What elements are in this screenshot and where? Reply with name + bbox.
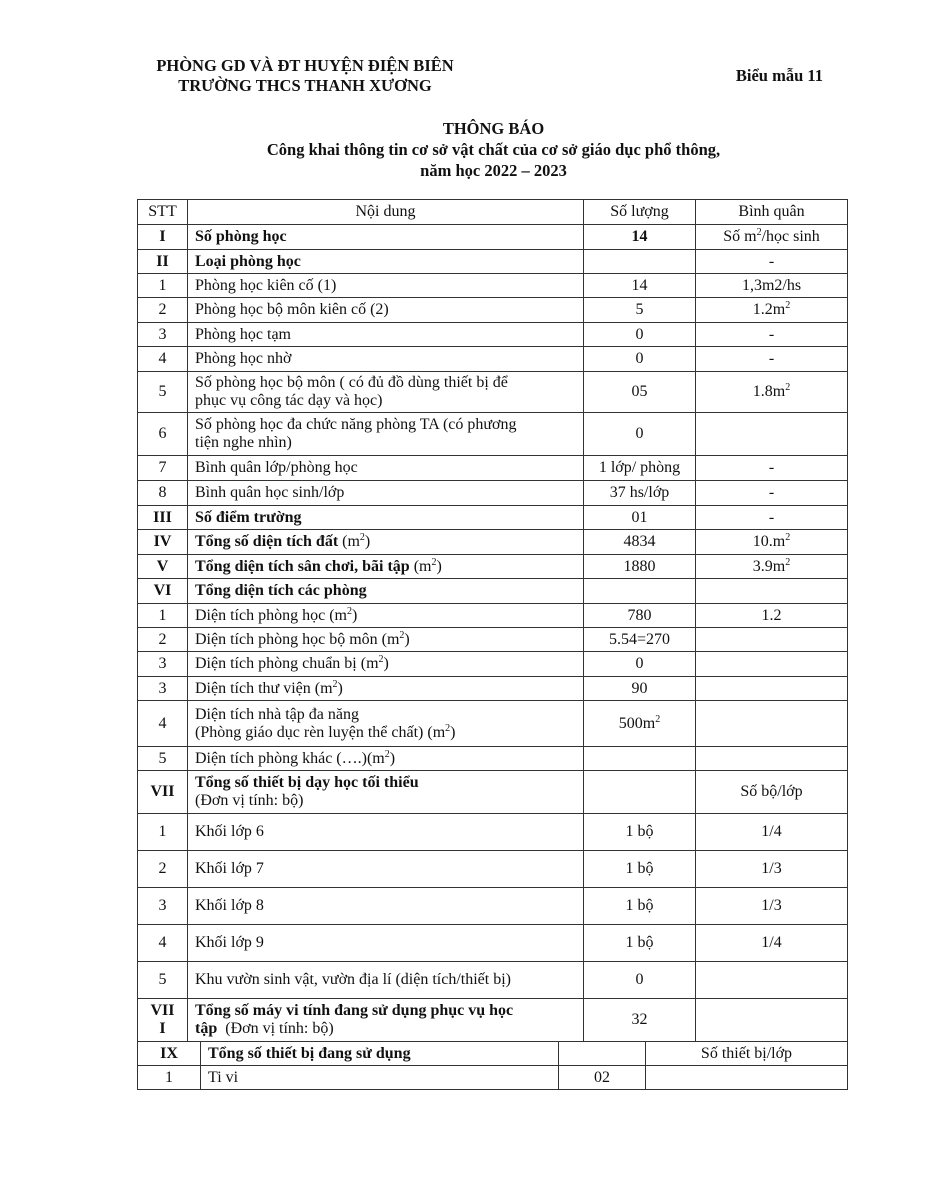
table-row xyxy=(138,604,848,628)
row-content: Khối lớp 7 xyxy=(188,851,584,888)
row-stt: 4 xyxy=(138,925,188,962)
content-text: (Phòng giáo dục rèn luyện thể chất) (m xyxy=(195,723,446,741)
table-row xyxy=(138,347,848,372)
row-stt: IX xyxy=(138,1042,201,1066)
row-stt: I xyxy=(138,225,188,250)
table-row xyxy=(138,506,848,530)
content-text-post: ) xyxy=(450,723,456,741)
unit-text-post: ) xyxy=(364,533,371,550)
row-quantity: 1 bộ xyxy=(584,925,696,962)
unit-sup: 2 xyxy=(384,748,390,760)
table-row xyxy=(138,225,848,250)
row-quantity xyxy=(584,250,696,274)
row-stt: IV xyxy=(138,530,188,555)
row-content: Bình quân học sinh/lớp xyxy=(188,481,584,506)
row-content xyxy=(188,677,584,701)
content-text-bold: tập xyxy=(195,1020,218,1037)
col-header-quantity: Số lượng xyxy=(584,200,696,225)
table-row xyxy=(138,372,848,413)
row-content xyxy=(188,999,584,1042)
row-content xyxy=(188,747,584,771)
avg-sup: 2 xyxy=(785,532,791,543)
content-text: (Đơn vị tính: bộ) xyxy=(217,1020,334,1037)
table-row xyxy=(138,652,848,677)
row-quantity: 05 xyxy=(584,372,696,413)
row-content: Khối lớp 9 xyxy=(188,925,584,962)
org-line-1: PHÒNG GD VÀ ĐT HUYỆN ĐIỆN BIÊN xyxy=(156,56,454,75)
row-quantity: 37 hs/lớp xyxy=(584,481,696,506)
col-header-average: Bình quân xyxy=(696,200,848,225)
unit-sup: 2 xyxy=(445,722,451,734)
avg-text: 3.9m xyxy=(752,557,786,575)
avg-text: 1.2m xyxy=(752,301,786,318)
form-label: Biểu mẫu 11 xyxy=(735,66,823,85)
row-quantity: 90 xyxy=(584,677,696,701)
row-stt: 8 xyxy=(138,481,188,506)
row-quantity: 0 xyxy=(584,347,696,372)
table-row xyxy=(138,1042,848,1066)
unit-text: (m xyxy=(409,557,432,575)
title-line-2: Công khai thông tin cơ sở vật chất của cơ sở giáo dục phổ thông, xyxy=(266,140,721,159)
table-row xyxy=(138,413,848,456)
row-average xyxy=(696,652,848,677)
table-row xyxy=(138,851,848,888)
row-quantity: 0 xyxy=(584,652,696,677)
row-quantity: 5.54=270 xyxy=(584,628,696,652)
table-row xyxy=(138,481,848,506)
row-average xyxy=(646,1066,848,1090)
row-average xyxy=(696,579,848,604)
content-text: Diện tích phòng chuẩn bị (m xyxy=(195,655,379,672)
content-line: tiện nghe nhìn) xyxy=(195,434,292,451)
content-text: Diện tích phòng học (m xyxy=(195,606,347,624)
row-average xyxy=(696,298,848,323)
unit-sup: 2 xyxy=(399,629,405,641)
row-average: 1/4 xyxy=(696,925,848,962)
row-content xyxy=(188,652,584,677)
row-content: Tổng số thiết bị đang sử dụng xyxy=(201,1042,559,1066)
row-stt: 3 xyxy=(138,888,188,925)
row-average: 1.2 xyxy=(696,604,848,628)
row-stt: 5 xyxy=(138,747,188,771)
table-row xyxy=(138,530,848,555)
title-line-3: năm học 2022 – 2023 xyxy=(420,161,567,180)
table-row xyxy=(138,771,848,814)
row-quantity xyxy=(584,747,696,771)
qty-text: 500m xyxy=(618,714,656,732)
row-stt: 1 xyxy=(138,604,188,628)
row-average: - xyxy=(696,250,848,274)
row-quantity: 1 bộ xyxy=(584,851,696,888)
table-row xyxy=(138,677,848,701)
content-text-post: ) xyxy=(337,679,343,697)
row-stt: V xyxy=(138,555,188,579)
table-row xyxy=(138,962,848,999)
document-title xyxy=(0,118,927,181)
avg-text: 10.m xyxy=(752,533,786,550)
row-average xyxy=(696,225,848,250)
unit-sup: 2 xyxy=(359,532,365,543)
row-average: - xyxy=(696,456,848,481)
row-stt: III xyxy=(138,506,188,530)
row-average: Số thiết bị/lớp xyxy=(646,1042,848,1066)
row-content: Khối lớp 6 xyxy=(188,814,584,851)
content-line xyxy=(195,724,576,742)
row-stt: 4 xyxy=(138,347,188,372)
table-row xyxy=(138,747,848,771)
row-stt: 1 xyxy=(138,1066,201,1090)
row-quantity: 0 xyxy=(584,323,696,347)
table-row xyxy=(138,250,848,274)
row-quantity: 14 xyxy=(584,274,696,298)
row-content xyxy=(188,413,584,456)
content-text-post: ) xyxy=(351,606,358,624)
table-row xyxy=(138,999,848,1042)
row-stt: 2 xyxy=(138,628,188,652)
row-stt: 3 xyxy=(138,652,188,677)
content-line xyxy=(195,1020,576,1038)
row-content: Khu vườn sinh vật, vườn địa lí (diện tích/thiết bị) xyxy=(188,962,584,999)
row-stt: 5 xyxy=(138,962,188,999)
row-stt: VII xyxy=(138,771,188,814)
row-quantity: 1880 xyxy=(584,555,696,579)
avg-sup: 2 xyxy=(756,227,762,238)
row-average: Số bộ/lớp xyxy=(696,771,848,814)
avg-sup: 2 xyxy=(785,556,791,568)
title-line-1: THÔNG BÁO xyxy=(442,119,545,138)
row-content xyxy=(188,628,584,652)
content-line: Tổng số máy vi tính đang sử dụng phục vụ học xyxy=(195,1002,514,1019)
row-stt: 4 xyxy=(138,701,188,747)
row-quantity: 0 xyxy=(584,962,696,999)
avg-text: 1.8m xyxy=(752,383,786,400)
row-average xyxy=(696,530,848,555)
row-quantity: 32 xyxy=(584,999,696,1042)
stt-line: VII xyxy=(150,1002,175,1019)
row-average xyxy=(696,413,848,456)
table-row xyxy=(138,298,848,323)
row-content: Phòng học bộ môn kiên cố (2) xyxy=(188,298,584,323)
row-average: 1/3 xyxy=(696,888,848,925)
row-quantity: 02 xyxy=(559,1066,646,1090)
content-line: Số phòng học bộ môn ( có đủ đồ dùng thiết bị để xyxy=(195,374,508,391)
col-header-content: Nội dung xyxy=(188,200,584,225)
row-average xyxy=(696,747,848,771)
row-stt: 2 xyxy=(138,298,188,323)
row-quantity: 01 xyxy=(584,506,696,530)
row-content: Phòng học kiên cố (1) xyxy=(188,274,584,298)
row-average: 1,3m2/hs xyxy=(696,274,848,298)
avg-sup: 2 xyxy=(785,382,791,393)
row-average: - xyxy=(696,347,848,372)
content-text: Diện tích phòng khác (….)(m xyxy=(195,749,385,767)
unit-sup: 2 xyxy=(346,605,352,617)
row-average xyxy=(696,628,848,652)
content-line: Số phòng học đa chức năng phòng TA (có phương xyxy=(195,416,517,433)
unit-sup: 2 xyxy=(431,556,437,568)
row-average: 1/4 xyxy=(696,814,848,851)
content-text: Tổng diện tích sân chơi, bãi tập xyxy=(195,557,410,575)
table-row xyxy=(138,628,848,652)
row-content xyxy=(188,701,584,747)
content-text-post: ) xyxy=(404,630,410,648)
row-quantity xyxy=(584,771,696,814)
row-content: Loại phòng học xyxy=(188,250,584,274)
row-stt: VI xyxy=(138,579,188,604)
row-content: Phòng học tạm xyxy=(188,323,584,347)
row-average: - xyxy=(696,506,848,530)
unit-sup: 2 xyxy=(332,678,338,690)
table-row xyxy=(138,925,848,962)
row-average: - xyxy=(696,481,848,506)
table-row xyxy=(138,579,848,604)
row-stt: 3 xyxy=(138,677,188,701)
table-row xyxy=(138,274,848,298)
row-stt: 1 xyxy=(138,274,188,298)
row-quantity: 0 xyxy=(584,413,696,456)
row-content xyxy=(188,530,584,555)
org-line-2: TRƯỜNG THCS THANH XƯƠNG xyxy=(178,76,432,95)
row-average xyxy=(696,555,848,579)
row-average xyxy=(696,372,848,413)
row-average: - xyxy=(696,323,848,347)
row-stt: 1 xyxy=(138,814,188,851)
row-stt xyxy=(138,999,188,1042)
row-quantity: 4834 xyxy=(584,530,696,555)
avg-text-post: /học sinh xyxy=(761,228,820,245)
row-quantity xyxy=(584,701,696,747)
stt-line: I xyxy=(159,1020,166,1037)
equipment-table xyxy=(137,1041,848,1090)
row-content: Ti vi xyxy=(201,1066,559,1090)
unit-sup: 2 xyxy=(378,654,384,665)
row-content: Tổng diện tích các phòng xyxy=(188,579,584,604)
row-average: 1/3 xyxy=(696,851,848,888)
table-row xyxy=(138,323,848,347)
row-quantity: 5 xyxy=(584,298,696,323)
qty-sup: 2 xyxy=(655,713,661,725)
issuing-organization xyxy=(120,56,490,96)
row-content xyxy=(188,372,584,413)
unit-text-post: ) xyxy=(436,557,442,575)
content-text: Tổng số diện tích đất xyxy=(195,533,339,550)
row-average xyxy=(696,701,848,747)
table-row xyxy=(138,456,848,481)
content-line: Diện tích nhà tập đa năng xyxy=(195,705,359,723)
content-line: Tổng số thiết bị dạy học tối thiểu xyxy=(195,774,419,791)
table-row xyxy=(138,701,848,747)
facilities-table xyxy=(137,199,848,1042)
row-stt: 5 xyxy=(138,372,188,413)
avg-text: Số m xyxy=(723,228,757,245)
row-content xyxy=(188,771,584,814)
row-average xyxy=(696,677,848,701)
avg-sup: 2 xyxy=(785,300,791,311)
content-text-post: ) xyxy=(389,749,396,767)
row-quantity: 1 bộ xyxy=(584,888,696,925)
content-line: phục vụ công tác dạy và học) xyxy=(195,392,383,409)
row-average xyxy=(696,962,848,999)
content-text: Diện tích thư viện (m xyxy=(195,679,333,697)
row-content: Phòng học nhờ xyxy=(188,347,584,372)
row-content: Số điểm trường xyxy=(188,506,584,530)
row-quantity: 780 xyxy=(584,604,696,628)
row-content: Khối lớp 8 xyxy=(188,888,584,925)
content-line: (Đơn vị tính: bộ) xyxy=(195,792,304,809)
table-row xyxy=(138,1066,848,1090)
row-quantity: 14 xyxy=(584,225,696,250)
content-text: Diện tích phòng học bộ môn (m xyxy=(195,630,400,648)
col-header-stt: STT xyxy=(138,200,188,225)
row-content xyxy=(188,555,584,579)
table-row xyxy=(138,814,848,851)
table-header-row xyxy=(138,200,848,225)
row-stt: 2 xyxy=(138,851,188,888)
content-text-post: ) xyxy=(383,655,389,672)
row-stt: II xyxy=(138,250,188,274)
row-stt: 3 xyxy=(138,323,188,347)
row-content xyxy=(188,604,584,628)
unit-text: (m xyxy=(338,533,360,550)
table-row xyxy=(138,555,848,579)
row-quantity xyxy=(584,579,696,604)
row-content: Bình quân lớp/phòng học xyxy=(188,456,584,481)
row-quantity xyxy=(559,1042,646,1066)
row-quantity: 1 bộ xyxy=(584,814,696,851)
row-content: Số phòng học xyxy=(188,225,584,250)
row-quantity: 1 lớp/ phòng xyxy=(584,456,696,481)
row-stt: 7 xyxy=(138,456,188,481)
row-stt: 6 xyxy=(138,413,188,456)
row-average xyxy=(696,999,848,1042)
table-row xyxy=(138,888,848,925)
